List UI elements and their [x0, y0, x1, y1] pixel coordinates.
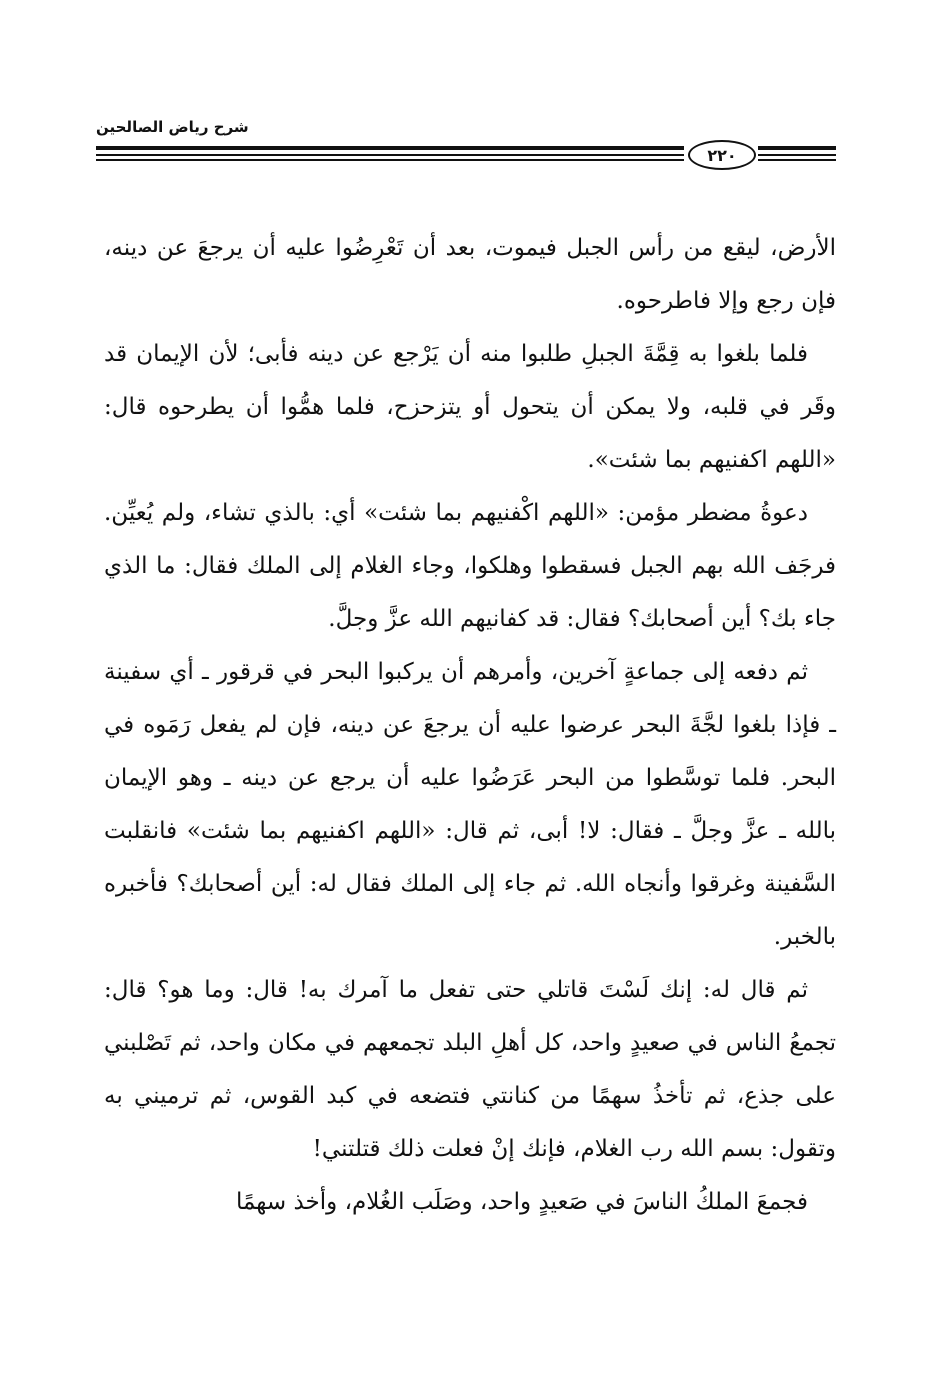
body-text	[104, 222, 836, 1229]
header-rule-right	[758, 146, 836, 164]
paragraph: دعوةُ مضطر مؤمن: «اللهم اكْفنيهم بما شئت» أي: بالذي تشاء، ولم يُعيِّن. فرجَف الله بهم الجبل فسقطوا وهلكوا، وجاء الغلام إلى الملك فقال: ما الذي جاء بك؟ أين أصحابك؟ فقال: قد كفانيهم الله عزَّ وجلَّ.	[104, 500, 836, 632]
paragraph: ثم دفعه إلى جماعةٍ آخرين، وأمرهم أن يركبوا البحر في قرقور ـ أي سفينة ـ فإذا بلغوا لجَّةَ البحر عرضوا عليه أن يرجعَ عن دينه، فإن لم يفعل رَمَوه في البحر. فلما توسَّطوا من البحر عَرَضُوا عليه أن يرجع عن دينه ـ وهو الإيمان بالله ـ عزَّ وجلَّ ـ فقال: لا! أبى، ثم قال: «اللهم اكفنيهم بما شئت» فانقلبت السَّفينة وغرقوا وأنجاه الله. ثم جاء إلى الملك فقال له: أين أصحابك؟ فأخبره بالخبر.	[104, 659, 836, 950]
paragraph: الأرض، ليقع من رأس الجبل فيموت، بعد أن تَعْرِضُوا عليه أن يرجعَ عن دينه، فإن رجع وإلا فاطرحوه.	[104, 235, 836, 314]
header-rule-left	[96, 146, 684, 164]
paragraph: فجمعَ الملكُ الناسَ في صَعيدٍ واحد، وصَلَب الغُلام، وأخذ سهمًا	[236, 1189, 808, 1215]
paragraph: فلما بلغوا به قِمَّةَ الجبلِ طلبوا منه أن يَرْجع عن دينه فأبى؛ لأن الإيمان قد وقَر في قلبه، ولا يمكن أن يتحول أو يتزحزح، فلما همُّوا أن يطرحوه قال: «اللهم اكفنيهم بما شئت».	[104, 341, 836, 473]
page-number: ٢٢٠	[688, 140, 756, 170]
running-title: شرح رياض الصالحين	[96, 118, 249, 136]
paragraph: ثم قال له: إنك لَسْتَ قاتلي حتى تفعل ما آمرك به! قال: وما هو؟ قال: تجمعُ الناس في صعيدٍ واحد، كل أهلِ البلد تجمعهم في مكان واحد، ثم تَصْلبني على جذع، ثم تأخذُ سهمًا من كنانتي فتضعه في كبد القوس، ثم ترميني به وتقول: بسم الله رب الغلام، فإنك إنْ فعلت ذلك قتلتني!	[104, 977, 836, 1162]
